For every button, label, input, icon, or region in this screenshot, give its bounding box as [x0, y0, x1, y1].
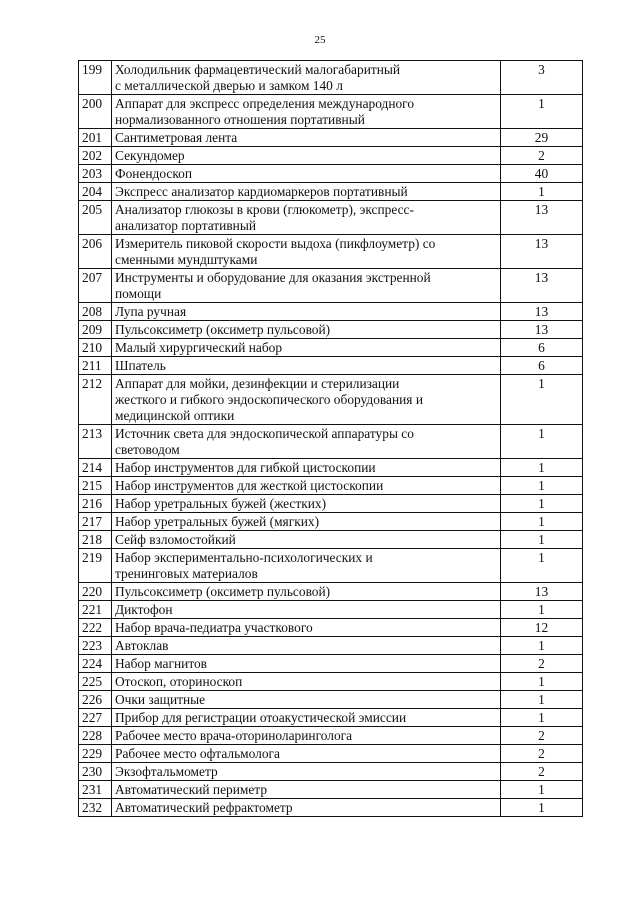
item-name: Шпатель — [112, 357, 501, 375]
item-name: Экспресс анализатор кардиомаркеров портативный — [112, 183, 501, 201]
item-quantity: 1 — [501, 495, 583, 513]
row-number: 231 — [79, 781, 112, 799]
table-row — [79, 637, 583, 655]
item-quantity: 1 — [501, 673, 583, 691]
table-row — [79, 495, 583, 513]
table-row — [79, 727, 583, 745]
item-name: Аппарат для экспресс определения международного нормализованного отношения портативный — [112, 95, 501, 129]
item-quantity: 13 — [501, 583, 583, 601]
table-row — [79, 235, 583, 269]
table-row — [79, 61, 583, 95]
row-number: 206 — [79, 235, 112, 269]
item-name: Измеритель пиковой скорости выдоха (пикфлоуметр) со сменными мундштуками — [112, 235, 501, 269]
table-row — [79, 477, 583, 495]
item-quantity: 1 — [501, 95, 583, 129]
row-number: 223 — [79, 637, 112, 655]
table-row — [79, 691, 583, 709]
table-row — [79, 183, 583, 201]
item-quantity: 13 — [501, 269, 583, 303]
item-quantity: 1 — [501, 637, 583, 655]
row-number: 213 — [79, 425, 112, 459]
table-row — [79, 303, 583, 321]
item-quantity: 1 — [501, 709, 583, 727]
item-name: Автоматический периметр — [112, 781, 501, 799]
item-name: Инструменты и оборудование для оказания экстренной помощи — [112, 269, 501, 303]
item-name: Набор инструментов для гибкой цистоскопии — [112, 459, 501, 477]
row-number: 220 — [79, 583, 112, 601]
row-number: 218 — [79, 531, 112, 549]
row-number: 208 — [79, 303, 112, 321]
item-quantity: 1 — [501, 183, 583, 201]
item-quantity: 1 — [501, 513, 583, 531]
row-number: 219 — [79, 549, 112, 583]
item-quantity: 1 — [501, 691, 583, 709]
row-number: 203 — [79, 165, 112, 183]
item-name: Набор врача-педиатра участкового — [112, 619, 501, 637]
table-row — [79, 763, 583, 781]
row-number: 207 — [79, 269, 112, 303]
item-quantity: 2 — [501, 727, 583, 745]
item-quantity: 3 — [501, 61, 583, 95]
row-number: 216 — [79, 495, 112, 513]
item-name: Диктофон — [112, 601, 501, 619]
item-quantity: 1 — [501, 477, 583, 495]
item-name: Источник света для эндоскопической аппаратуры со световодом — [112, 425, 501, 459]
table-row — [79, 745, 583, 763]
row-number: 230 — [79, 763, 112, 781]
table-row — [79, 459, 583, 477]
table-row — [79, 425, 583, 459]
table-row — [79, 321, 583, 339]
row-number: 222 — [79, 619, 112, 637]
table-row — [79, 531, 583, 549]
table-row — [79, 619, 583, 637]
row-number: 228 — [79, 727, 112, 745]
table-row — [79, 357, 583, 375]
item-name: Сейф взломостойкий — [112, 531, 501, 549]
item-name: Рабочее место офтальмолога — [112, 745, 501, 763]
item-name: Анализатор глюкозы в крови (глюкометр), экспресс- анализатор портативный — [112, 201, 501, 235]
row-number: 224 — [79, 655, 112, 673]
table-row — [79, 583, 583, 601]
item-name: Экзофтальмометр — [112, 763, 501, 781]
table-row — [79, 549, 583, 583]
table-row — [79, 269, 583, 303]
table-body — [79, 61, 583, 817]
item-quantity: 13 — [501, 201, 583, 235]
item-quantity: 6 — [501, 357, 583, 375]
item-name: Секундомер — [112, 147, 501, 165]
row-number: 214 — [79, 459, 112, 477]
row-number: 205 — [79, 201, 112, 235]
item-name: Набор уретральных бужей (жестких) — [112, 495, 501, 513]
item-name: Набор уретральных бужей (мягких) — [112, 513, 501, 531]
row-number: 225 — [79, 673, 112, 691]
table-row — [79, 147, 583, 165]
item-quantity: 40 — [501, 165, 583, 183]
item-name: Очки защитные — [112, 691, 501, 709]
row-number: 215 — [79, 477, 112, 495]
item-name: Автоматический рефрактометр — [112, 799, 501, 817]
equipment-table — [78, 60, 583, 817]
row-number: 210 — [79, 339, 112, 357]
table-row — [79, 201, 583, 235]
item-quantity: 1 — [501, 781, 583, 799]
table-row — [79, 781, 583, 799]
row-number: 227 — [79, 709, 112, 727]
item-name: Аппарат для мойки, дезинфекции и стерилизации жесткого и гибкого эндоскопического оборудования и медицинской оптики — [112, 375, 501, 425]
table-row — [79, 129, 583, 147]
table-row — [79, 673, 583, 691]
page-number: 25 — [314, 34, 326, 46]
row-number: 204 — [79, 183, 112, 201]
item-quantity: 1 — [501, 375, 583, 425]
row-number: 201 — [79, 129, 112, 147]
row-number: 217 — [79, 513, 112, 531]
item-name: Пульсоксиметр (оксиметр пульсовой) — [112, 321, 501, 339]
item-name: Фонендоскоп — [112, 165, 501, 183]
item-quantity: 1 — [501, 425, 583, 459]
item-name: Набор экспериментально-психологических и тренинговых материалов — [112, 549, 501, 583]
item-quantity: 2 — [501, 655, 583, 673]
table-row — [79, 513, 583, 531]
row-number: 232 — [79, 799, 112, 817]
item-quantity: 12 — [501, 619, 583, 637]
item-name: Малый хирургический набор — [112, 339, 501, 357]
row-number: 209 — [79, 321, 112, 339]
item-quantity: 13 — [501, 303, 583, 321]
item-name: Лупа ручная — [112, 303, 501, 321]
item-quantity: 2 — [501, 763, 583, 781]
row-number: 202 — [79, 147, 112, 165]
item-quantity: 13 — [501, 235, 583, 269]
row-number: 212 — [79, 375, 112, 425]
item-quantity: 1 — [501, 531, 583, 549]
table-row — [79, 375, 583, 425]
item-quantity: 6 — [501, 339, 583, 357]
table-row — [79, 165, 583, 183]
table-row — [79, 799, 583, 817]
table-row — [79, 339, 583, 357]
table-row — [79, 709, 583, 727]
item-quantity: 13 — [501, 321, 583, 339]
row-number: 226 — [79, 691, 112, 709]
item-name: Набор инструментов для жесткой цистоскопии — [112, 477, 501, 495]
table-row — [79, 655, 583, 673]
item-quantity: 1 — [501, 601, 583, 619]
table-row — [79, 601, 583, 619]
row-number: 199 — [79, 61, 112, 95]
row-number: 211 — [79, 357, 112, 375]
item-name: Отоскоп, оториноскоп — [112, 673, 501, 691]
row-number: 229 — [79, 745, 112, 763]
item-name: Прибор для регистрации отоакустической эмиссии — [112, 709, 501, 727]
item-name: Сантиметровая лента — [112, 129, 501, 147]
row-number: 200 — [79, 95, 112, 129]
item-quantity: 1 — [501, 799, 583, 817]
item-quantity: 1 — [501, 459, 583, 477]
item-name: Холодильник фармацевтический малогабаритный с металлической дверью и замком 140 л — [112, 61, 501, 95]
item-name: Пульсоксиметр (оксиметр пульсовой) — [112, 583, 501, 601]
item-quantity: 2 — [501, 147, 583, 165]
item-quantity: 1 — [501, 549, 583, 583]
item-name: Автоклав — [112, 637, 501, 655]
item-quantity: 29 — [501, 129, 583, 147]
table-row — [79, 95, 583, 129]
item-name: Рабочее место врача-оториноларинголога — [112, 727, 501, 745]
row-number: 221 — [79, 601, 112, 619]
item-quantity: 2 — [501, 745, 583, 763]
item-name: Набор магнитов — [112, 655, 501, 673]
